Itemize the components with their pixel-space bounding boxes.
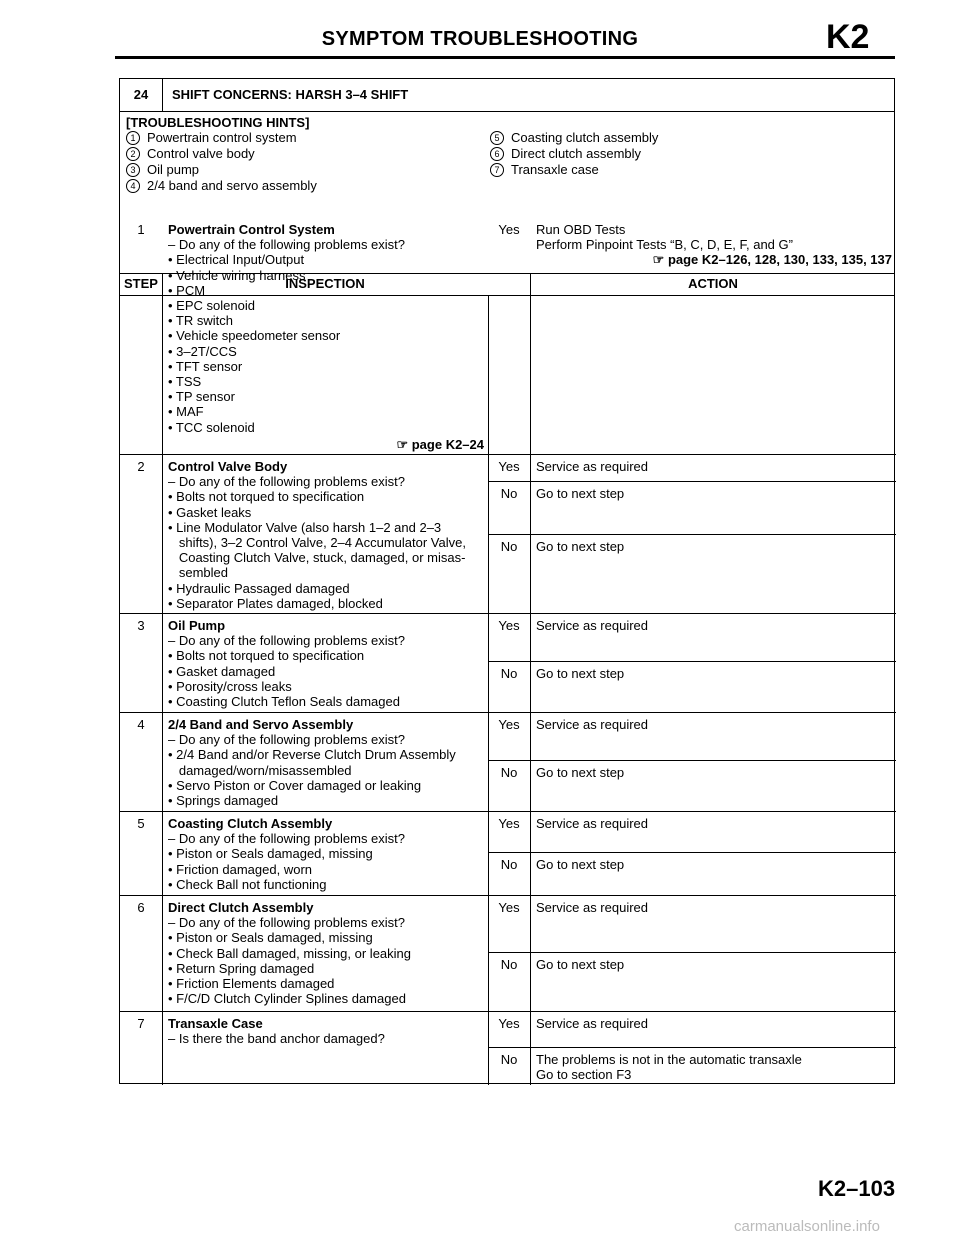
hint-item: 7 Transaxle case [490, 162, 599, 177]
step-number: 1 [137, 222, 145, 237]
inspection-item: • 3–2T/CCS [168, 343, 237, 359]
step-row-divider [120, 613, 896, 614]
page-reference: ☞ page K2–126, 128, 130, 133, 135, 137 [652, 252, 892, 268]
yes-action [536, 222, 892, 268]
inspection-item: • Servo Piston or Cover damaged or leaking [168, 777, 422, 793]
inspection-cell [168, 816, 484, 892]
inspection-item: • Check Ball not functioning [168, 876, 327, 892]
inspection-item: • TFT sensor [168, 358, 243, 374]
hint-item: 5 Coasting clutch assembly [490, 130, 658, 145]
no-action [536, 1052, 892, 1082]
step-row-divider [120, 712, 896, 713]
step-row-divider [120, 1011, 896, 1012]
hint-item: 4 2/4 band and servo assembly [126, 178, 317, 193]
yes-action [536, 717, 892, 732]
action-text: Service as required [536, 618, 648, 633]
inspection-question: – Do any of the following problems exist? [168, 831, 406, 847]
no-action [536, 486, 892, 501]
inspection-title: Transaxle Case [168, 1016, 263, 1031]
inspection-title: Direct Clutch Assembly [168, 900, 314, 915]
inspection-question: – Do any of the following problems exist? [168, 633, 406, 649]
yes-no-divider [488, 1047, 896, 1048]
action-text: Service as required [536, 1016, 648, 1031]
yes-label: Yes [498, 1016, 520, 1031]
table-title: SHIFT CONCERNS: HARSH 3–4 SHIFT [172, 87, 409, 102]
action-text: Service as required [536, 717, 648, 732]
inspection-item: shifts), 3–2 Control Valve, 2–4 Accumulator Valve, [168, 535, 466, 551]
inspection-cell [168, 1016, 484, 1046]
step-number: 3 [137, 618, 145, 633]
no-label: No [500, 486, 518, 501]
inspection-item: • Friction Elements damaged [168, 976, 335, 992]
yes-action [536, 618, 892, 633]
inspection-item: • Springs damaged [168, 793, 279, 809]
inspection-question: – Do any of the following problems exist? [168, 915, 406, 931]
hint-item: 6 Direct clutch assembly [490, 146, 641, 161]
yes-label: Yes [498, 900, 520, 915]
inspection-item: • Line Modulator Valve (also harsh 1–2 and 2–3 [168, 519, 442, 535]
yes-label: Yes [498, 459, 520, 474]
inspection-cell [168, 222, 484, 452]
no-label: No [500, 765, 518, 780]
table-title-row [120, 79, 894, 112]
no-action [536, 857, 892, 872]
step-number: 4 [137, 717, 145, 732]
action-text: The problems is not in the automatic transaxle [536, 1052, 802, 1067]
yes-label: Yes [498, 222, 520, 237]
step-number: 6 [137, 900, 145, 915]
troubleshooting-table [119, 78, 895, 1084]
step-row-divider [120, 811, 896, 812]
column-header-step: STEP [124, 276, 158, 291]
inspection-item: • Friction damaged, worn [168, 861, 313, 877]
inspection-item: • Vehicle speedometer sensor [168, 328, 341, 344]
table-number: 24 [120, 79, 163, 111]
yes-label: Yes [498, 618, 520, 633]
inspection-item: • Vehicle wiring harness [168, 267, 306, 283]
inspection-title: Control Valve Body [168, 459, 288, 474]
inspection-item: • Electrical Input/Output [168, 252, 305, 268]
step-number: 5 [137, 816, 145, 831]
inspection-item: • Gasket damaged [168, 663, 276, 679]
header-rule [115, 56, 895, 59]
inspection-question: – Do any of the following problems exist? [168, 237, 406, 253]
yes-action [536, 816, 892, 831]
no-action [536, 957, 892, 972]
inspection-item: • Porosity/cross leaks [168, 678, 292, 694]
inspection-item: • Return Spring damaged [168, 960, 315, 976]
inspection-item: • Coasting Clutch Teflon Seals damaged [168, 694, 400, 710]
inspection-question: – Do any of the following problems exist? [168, 732, 406, 748]
inspection-item: damaged/worn/misassembled [168, 762, 352, 778]
inspection-item: • Bolts not torqued to specification [168, 489, 365, 505]
inspection-item: • Piston or Seals damaged, missing [168, 930, 373, 946]
inspection-item: • F/C/D Clutch Cylinder Splines damaged [168, 991, 406, 1007]
action-text: Go to next step [536, 539, 625, 554]
yes-action [536, 1016, 892, 1031]
inspection-item: • EPC solenoid [168, 298, 255, 314]
no-label: No [500, 666, 518, 681]
watermark: carmanualsonline.info [734, 1218, 880, 1235]
no-action [536, 666, 892, 681]
step-number: 2 [137, 459, 145, 474]
inspection-item: • Separator Plates damaged, blocked [168, 595, 383, 611]
no-action [536, 765, 892, 780]
inspection-item: • Piston or Seals damaged, missing [168, 846, 373, 862]
page-reference: ☞ page K2–24 [396, 436, 484, 452]
action-text: Go to next step [536, 957, 625, 972]
no-label: No [500, 857, 518, 872]
inspection-item: • TR switch [168, 313, 233, 329]
step-row-divider [120, 895, 896, 896]
inspection-item: • TP sensor [168, 389, 235, 405]
inspection-item: • PCM [168, 282, 206, 298]
hints-heading: [TROUBLESHOOTING HINTS] [126, 115, 310, 130]
yes-action [536, 459, 892, 474]
inspection-cell [168, 618, 484, 709]
column-divider [530, 273, 531, 1085]
yes-no-divider [488, 534, 896, 535]
inspection-title: Coasting Clutch Assembly [168, 816, 333, 831]
hint-item: 3 Oil pump [126, 162, 199, 177]
yes-label: Yes [498, 816, 520, 831]
inspection-item: sembled [168, 565, 228, 581]
step-row-divider [120, 454, 896, 455]
action-text: Go to next step [536, 486, 625, 501]
inspection-item: • 2/4 Band and/or Reverse Clutch Drum Assembly [168, 747, 456, 763]
no-action [536, 539, 892, 554]
hint-item: 1 Powertrain control system [126, 130, 297, 145]
yes-label: Yes [498, 717, 520, 732]
yes-no-divider [488, 760, 896, 761]
no-label: No [500, 539, 518, 554]
yes-action [536, 900, 892, 915]
action-text: Go to next step [536, 857, 625, 872]
action-text: Service as required [536, 816, 648, 831]
action-text: Perform Pinpoint Tests “B, C, D, E, F, and G” [536, 237, 793, 253]
inspection-item: Coasting Clutch Valve, stuck, damaged, or misas- [168, 550, 466, 566]
action-text: Go to next step [536, 666, 625, 681]
action-text: Run OBD Tests [536, 222, 626, 237]
no-label: No [500, 957, 518, 972]
inspection-item: • MAF [168, 404, 204, 420]
page-header-title: SYMPTOM TROUBLESHOOTING [321, 28, 639, 50]
yes-no-divider [488, 481, 896, 482]
section-code: K2 [826, 18, 870, 56]
yes-no-divider [488, 952, 896, 953]
inspection-item: • Hydraulic Passaged damaged [168, 580, 350, 596]
action-text: Go to next step [536, 765, 625, 780]
action-text: Go to section F3 [536, 1067, 632, 1083]
inspection-title: 2/4 Band and Servo Assembly [168, 717, 354, 732]
inspection-item: • TCC solenoid [168, 419, 255, 435]
inspection-cell [168, 459, 484, 611]
column-header-inspection: INSPECTION [285, 276, 365, 291]
step-number: 7 [137, 1016, 145, 1031]
inspection-title: Powertrain Control System [168, 222, 335, 237]
no-label: No [500, 1052, 518, 1067]
inspection-cell [168, 717, 484, 808]
inspection-title: Oil Pump [168, 618, 226, 633]
yes-no-divider [488, 852, 896, 853]
yes-no-divider [488, 661, 896, 662]
inspection-item: • Bolts not torqued to specification [168, 648, 365, 664]
action-text: Service as required [536, 459, 648, 474]
column-header-action: ACTION [688, 276, 738, 291]
hint-item: 2 Control valve body [126, 146, 255, 161]
column-divider [162, 273, 163, 1085]
page-number: K2–103 [818, 1176, 896, 1201]
action-text: Service as required [536, 900, 648, 915]
inspection-question: – Is there the band anchor damaged? [168, 1031, 385, 1047]
inspection-item: • Check Ball damaged, missing, or leaking [168, 945, 412, 961]
inspection-item: • Gasket leaks [168, 504, 252, 520]
inspection-item: • TSS [168, 374, 202, 390]
inspection-question: – Do any of the following problems exist? [168, 474, 406, 490]
inspection-cell [168, 900, 484, 1006]
